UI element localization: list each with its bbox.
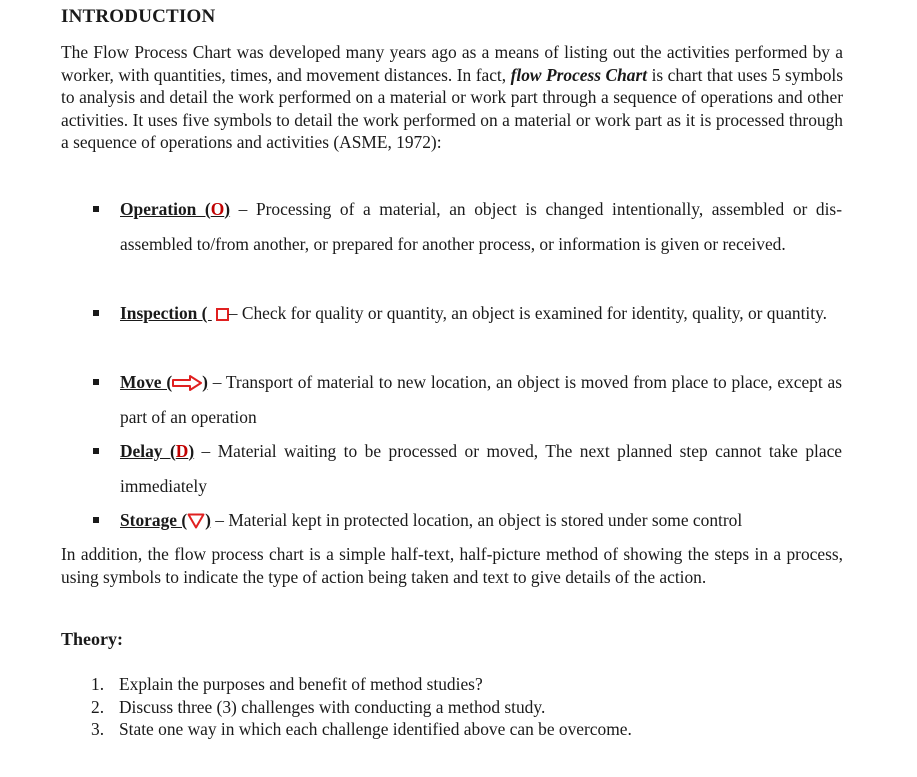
addition-paragraph: In addition, the flow process chart is a simple half-text, half-picture method of showing the steps in a process, using symbols to indicate the type of action being taken and text to give details of the action. <box>61 544 843 587</box>
triangle-symbol-icon <box>187 513 205 529</box>
theory-heading: Theory: <box>61 629 123 649</box>
question-item <box>91 673 851 696</box>
bullet-icon <box>93 379 99 385</box>
inspection-term: Inspection ( <box>120 303 212 323</box>
storage-term: Storage ( ) <box>120 510 211 530</box>
question-text: State one way in which each challenge identified above can be overcome. <box>119 719 632 739</box>
section-heading: INTRODUCTION <box>61 6 216 27</box>
question-number: 1. <box>91 674 105 694</box>
bullet-icon <box>93 448 99 454</box>
list-item-inspection <box>120 296 842 331</box>
move-text: – Transport of material to new location, an object is moved from place to place, except as part of an operation <box>120 372 842 427</box>
move-term: Move ( ) <box>120 372 208 392</box>
intro-emphasis: flow Process Chart <box>510 64 648 85</box>
question-item <box>91 718 851 741</box>
intro-text-1: The Flow Process Chart was developed many years ago as a means of listing out the activities performed by a worker, with quantities, times, and movement distances. In fact, <box>61 42 843 85</box>
square-symbol-icon <box>216 308 229 321</box>
question-text: Discuss three (3) challenges with conducting a method study. <box>119 696 546 717</box>
question-item <box>91 696 851 719</box>
delay-symbol: D <box>175 441 189 461</box>
intro-text-2: is chart that uses 5 symbols to analysis and detail the work performed on a material or work part through a sequence of operations and other activities. It uses five symbols to detail the work performed on a material or work part as it is processed through a sequence of operations and activities (ASME, 1972): <box>61 64 843 153</box>
question-number: 3. <box>91 719 105 739</box>
list-item-storage <box>120 503 842 538</box>
question-list <box>91 673 851 741</box>
intro-paragraph <box>61 41 843 154</box>
question-text: Explain the purposes and benefit of method studies? <box>119 674 483 694</box>
storage-text: – Material kept in protected location, an object is stored under some control <box>210 510 743 530</box>
bullet-icon <box>93 517 99 523</box>
operation-term: Operation (O) <box>120 199 231 219</box>
bullet-icon <box>93 310 99 316</box>
list-item-operation <box>120 192 842 261</box>
list-item-move <box>120 365 842 434</box>
arrow-symbol-icon <box>172 375 202 391</box>
operation-symbol: O <box>210 199 225 219</box>
operation-text: – Processing of a material, an object is changed intentionally, assembled or dis-assembled to/from another, or prepared for another process, or information is given or received. <box>120 199 842 254</box>
question-number: 2. <box>91 696 105 717</box>
delay-text: – Material waiting to be processed or moved, The next planned step cannot take place immediately <box>120 441 843 496</box>
bullet-icon <box>93 206 99 212</box>
list-item-delay <box>120 434 842 503</box>
delay-term: Delay (D) <box>120 441 195 461</box>
inspection-text: – Check for quality or quantity, an object is examined for identity, quality, or quantity. <box>228 303 828 323</box>
